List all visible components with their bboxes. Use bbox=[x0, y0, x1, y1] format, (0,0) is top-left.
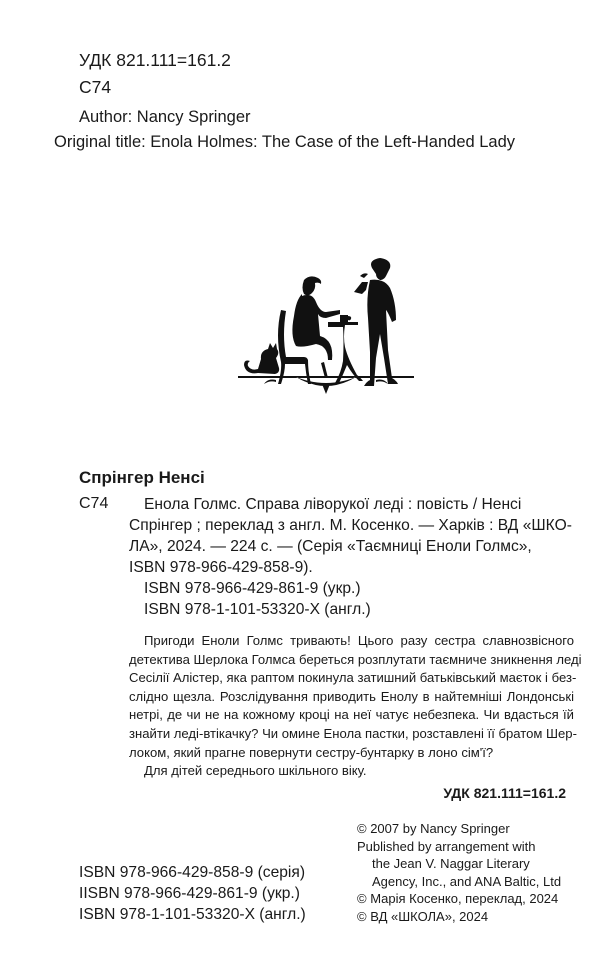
bibliography-line: Спрінгер ; переклад з англ. М. Косенко. — Харків : ВД «ШКО- bbox=[129, 517, 572, 534]
bibliography-isbn: ISBN 978-1-101-53320-X (англ.) bbox=[144, 601, 371, 618]
abstract-line: локом, який прагне повернути сестру-бунтарку в лоно сім'ї? bbox=[129, 744, 494, 760]
age-note: Для дітей середнього шкільного віку. bbox=[144, 763, 367, 779]
abstract-line: детектива Шерлока Голмса береться розплутати таємниче зникнення леді bbox=[129, 651, 582, 667]
isbn-line: ISBN 978-1-101-53320-X (англ.) bbox=[79, 906, 306, 923]
abstract-line: знайти леді-втікачку? Чи омине Енола пастки, розставлені її братом Шер- bbox=[129, 725, 577, 741]
teacup-silhouette bbox=[340, 315, 351, 322]
abstract-line: Пригоди Еноли Голмс тривають! Цього разу сестра славнозвісного bbox=[144, 633, 574, 648]
copyright-line: © 2007 by Nancy Springer bbox=[357, 821, 510, 836]
abstract bbox=[129, 632, 582, 781]
copyright-line: © Марія Косенко, переклад, 2024 bbox=[357, 891, 559, 906]
abstract-line: нетрі, де чи не на кожному кроці на неї чатує небезпека. Чи вдасться їй bbox=[129, 707, 574, 723]
bibliography-body bbox=[129, 494, 572, 620]
abstract-line: Сесілії Алістер, яка раптом покинула затишний батьківський маєток і без- bbox=[129, 670, 577, 686]
sherlock-silhouette bbox=[354, 258, 398, 386]
copyright-line: © ВД «ШКОЛА», 2024 bbox=[357, 908, 489, 924]
copyright-block bbox=[357, 820, 561, 925]
bibliography-line: Енола Голмс. Справа ліворукої леді : повість / Ненсі bbox=[144, 496, 522, 513]
udk-code: УДК 821.111=161.2 bbox=[79, 50, 231, 70]
copyright-line: Agency, Inc., and ANA Baltic, Ltd bbox=[372, 873, 562, 889]
bibliography-heading: Спрінгер Ненсі bbox=[79, 468, 205, 487]
original-title: Original title: Enola Holmes: The Case of the Left-Handed Lady bbox=[54, 133, 516, 151]
isbn-line: ISBN 978-966-429-858-9 (серія) bbox=[79, 864, 306, 881]
isbn-list bbox=[79, 862, 306, 925]
udk-code-bottom: УДК 821.111=161.2 bbox=[443, 785, 566, 801]
bibliography-isbn: ISBN 978-966-429-861-9 (укр.) bbox=[144, 580, 361, 597]
bibliography-line: ISBN 978-966-429-858-9). bbox=[129, 559, 313, 576]
bibliography-code: С74 bbox=[79, 495, 109, 512]
copyright-line: the Jean V. Naggar Literary bbox=[372, 856, 530, 871]
udk-block-top bbox=[79, 47, 231, 101]
copyright-line: Published by arrangement with bbox=[357, 838, 536, 854]
enola-and-sherlock-silhouette-icon bbox=[236, 258, 416, 398]
abstract-line: слідно щезла. Розслідування приводить Енолу в найтемніші Лондонські bbox=[129, 688, 574, 704]
isbn-line: IISBN 978-966-429-861-9 (укр.) bbox=[79, 885, 300, 902]
author-mark: С74 bbox=[79, 77, 112, 97]
original-author: Author: Nancy Springer bbox=[79, 108, 251, 126]
bibliography-line: ЛА», 2024. — 224 с. — (Серія «Таємниці Еноли Голмс», bbox=[129, 538, 532, 555]
cat-silhouette bbox=[244, 343, 279, 374]
table-silhouette bbox=[328, 322, 363, 383]
